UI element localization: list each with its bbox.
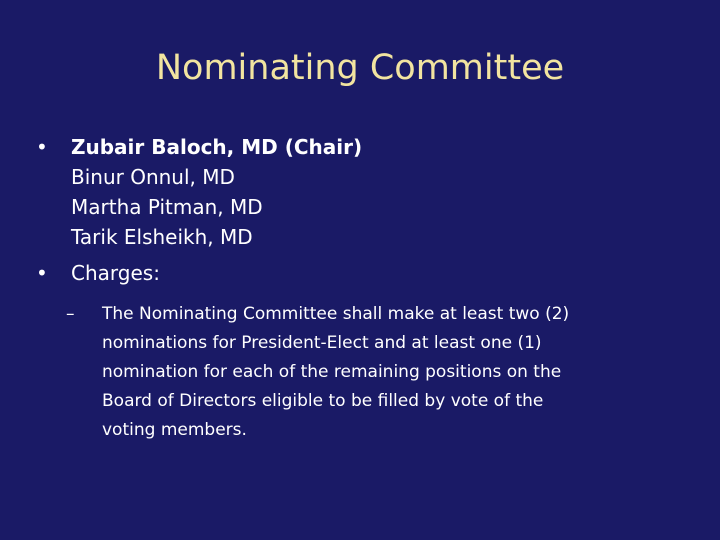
member-name: Martha Pitman, MD	[71, 195, 263, 219]
bullet-list	[36, 132, 696, 445]
bullet-committee-members	[36, 132, 696, 252]
member-name: Binur Onnul, MD	[71, 165, 235, 189]
charge-description	[66, 300, 696, 445]
bullet-marker: •	[36, 135, 48, 159]
bullet-marker: •	[36, 261, 48, 285]
member-name: Tarik Elsheikh, MD	[71, 225, 253, 249]
member-chair: Zubair Baloch, MD (Chair)	[71, 135, 363, 159]
bullet-charges	[36, 258, 696, 288]
slide-title: Nominating Committee	[155, 48, 565, 88]
charge-line: nominations for President-Elect and at least one (1)	[102, 333, 542, 353]
charge-line: nomination for each of the remaining positions on the	[102, 362, 562, 382]
charges-label: Charges:	[71, 261, 160, 285]
charge-line: The Nominating Committee shall make at least two (2)	[102, 304, 570, 324]
charge-line: Board of Directors eligible to be filled by vote of the	[102, 391, 544, 411]
charge-line: voting members.	[102, 420, 247, 440]
sub-bullet-marker: –	[66, 304, 75, 324]
